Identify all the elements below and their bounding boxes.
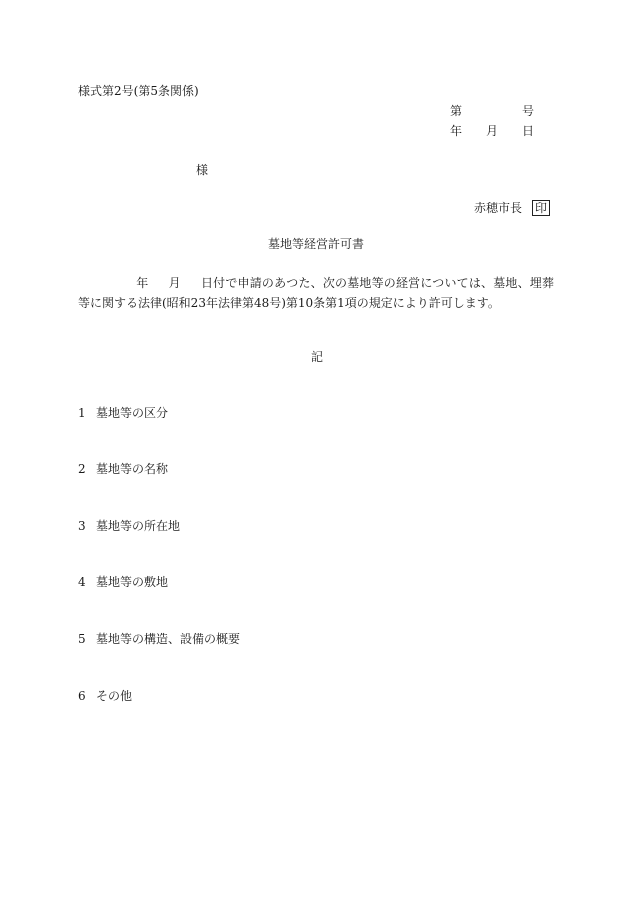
list-item bbox=[78, 632, 240, 646]
list-item-number: 3 bbox=[78, 519, 86, 533]
permit-body-paragraph bbox=[78, 273, 554, 313]
list-item-label: 墓地等の名称 bbox=[96, 462, 169, 476]
date-year-label: 年 bbox=[450, 124, 463, 138]
date-month-label: 月 bbox=[486, 124, 499, 138]
list-item-label: 墓地等の敷地 bbox=[96, 575, 169, 589]
date-day-label: 日 bbox=[522, 124, 535, 138]
body-year-label: 年 bbox=[136, 276, 149, 290]
list-item-number: 4 bbox=[78, 575, 86, 589]
list-item-number: 1 bbox=[78, 406, 86, 420]
list-item bbox=[78, 689, 132, 703]
list-item-number: 6 bbox=[78, 689, 86, 703]
list-item-label: その他 bbox=[96, 689, 133, 703]
body-month-label: 月 bbox=[168, 276, 181, 290]
date-line bbox=[450, 124, 534, 138]
issuer-line bbox=[474, 200, 550, 216]
list-item-label: 墓地等の構造、設備の概要 bbox=[96, 632, 241, 646]
addressee-honorific: 様 bbox=[196, 163, 209, 177]
list-item-number: 2 bbox=[78, 462, 86, 476]
number-prefix: 第 bbox=[450, 104, 463, 118]
document-number-line bbox=[450, 104, 534, 118]
list-item bbox=[78, 575, 168, 589]
form-label: 様式第2号(第5条関係) bbox=[78, 84, 199, 98]
list-item-label: 墓地等の所在地 bbox=[96, 519, 181, 533]
number-suffix: 号 bbox=[522, 104, 535, 118]
document-title: 墓地等経営許可書 bbox=[268, 237, 365, 251]
issuer-name: 赤穂市長 bbox=[474, 201, 523, 215]
list-item bbox=[78, 519, 180, 533]
body-text: 日付で申請のあつた、次の墓地等の経営については、墓地、埋葬等に関する法律(昭和23年法律第48号)第10条第1項の規定により許可します。 bbox=[78, 276, 554, 310]
list-item bbox=[78, 406, 168, 420]
list-item bbox=[78, 462, 168, 476]
list-item-label: 墓地等の区分 bbox=[96, 406, 169, 420]
seal-mark: 印 bbox=[532, 200, 550, 216]
list-item-number: 5 bbox=[78, 632, 86, 646]
note-mark: 記 bbox=[311, 350, 324, 364]
